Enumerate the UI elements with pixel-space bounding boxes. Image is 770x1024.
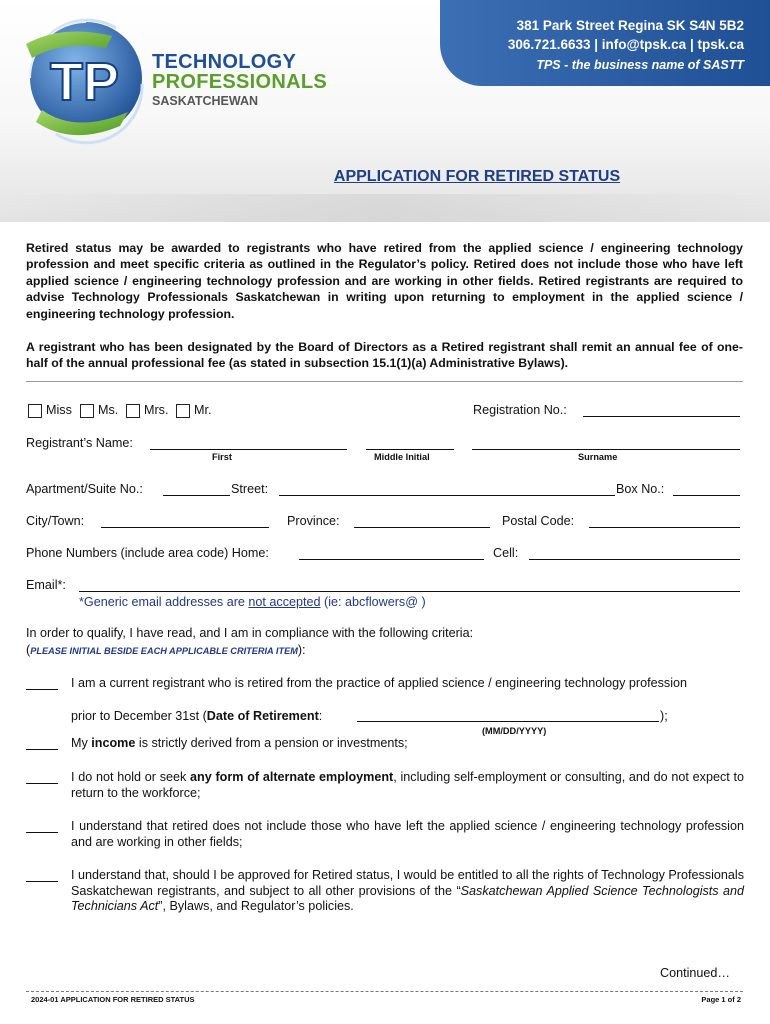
continued-text: Continued… (660, 966, 731, 980)
box-label: Box No.: (616, 482, 665, 496)
criteria-item-1: I am a current registrant who is retired from the practice of applied science / engineering technology profession (71, 676, 688, 690)
criteria-item-2: My income is strictly derived from a pension or investments; (71, 736, 408, 750)
checkbox-miss[interactable] (28, 404, 42, 418)
footer-divider (26, 991, 743, 992)
initial-field-4[interactable] (26, 832, 58, 833)
checkbox-ms[interactable] (80, 404, 94, 418)
city-field[interactable] (101, 527, 269, 528)
email-field[interactable] (79, 591, 740, 592)
surname-field[interactable] (472, 449, 740, 450)
retirement-date-field[interactable] (357, 721, 659, 722)
label-mr: Mr. (194, 403, 212, 417)
first-name-field[interactable] (150, 449, 347, 450)
cell-field[interactable] (529, 559, 740, 560)
registration-no-label: Registration No.: (473, 403, 567, 417)
phone-home-field[interactable] (299, 559, 484, 560)
initial-field-1[interactable] (26, 689, 58, 690)
initial-field-5[interactable] (26, 881, 58, 882)
email-note: *Generic email addresses are not accepted (ie: abcflowers@ ) (79, 595, 426, 609)
phone-home-label: Phone Numbers (include area code) Home: (26, 546, 269, 560)
province-label: Province: (287, 514, 340, 528)
date-format-caption: (MM/DD/YYYY) (482, 726, 547, 736)
apartment-field[interactable] (163, 495, 230, 496)
registration-no-field[interactable] (583, 416, 740, 417)
registrant-name-label: Registrant’s Name: (26, 436, 133, 450)
first-caption: First (212, 452, 232, 462)
postal-code-field[interactable] (589, 527, 740, 528)
postal-code-label: Postal Code: (502, 514, 575, 528)
label-miss: Miss (46, 403, 72, 417)
section-divider (26, 381, 743, 382)
criteria-item-5: I understand that, should I be approved for Retired status, I would be entitled to all the rights of Technology Professionals Saskatchewan registrants, and subject to all other provisions of the “Saskatchewan Applied Science Technologists and Technicians Act”, Bylaws, and Regulator’s policies. (71, 868, 744, 913)
email-label: Email*: (26, 578, 66, 592)
province-field[interactable] (354, 527, 490, 528)
criteria-item-3: I do not hold or seek any form of alternate employment, including self-employment or consulting, and do not expect to return to the workforce; (71, 770, 745, 800)
label-mrs: Mrs. (144, 403, 169, 417)
footer-page-number: Page 1 of 2 (701, 995, 741, 1004)
criteria-intro: In order to qualify, I have read, and I am in compliance with the following criteria: (26, 626, 474, 640)
box-field[interactable] (673, 495, 740, 496)
apartment-label: Apartment/Suite No.: (26, 482, 143, 496)
logo-line-saskatchewan: SASKATCHEWAN (152, 94, 259, 108)
initial-field-2[interactable] (26, 749, 58, 750)
header-tagline: TPS - the business name of SASTT (536, 58, 744, 72)
checkbox-mr[interactable] (176, 404, 190, 418)
initial-field-3[interactable] (26, 783, 58, 784)
criteria-item-1-date-text: prior to December 31st (Date of Retirement: (71, 709, 323, 723)
middle-initial-field[interactable] (366, 449, 454, 450)
checkbox-mrs[interactable] (126, 404, 140, 418)
criteria-item-1-end: ); (660, 709, 668, 723)
street-field[interactable] (279, 495, 615, 496)
criteria-instruction: (PLEASE INITIAL BESIDE EACH APPLICABLE CRITERIA ITEM): (26, 643, 306, 657)
logo-mark-text: TP (50, 52, 120, 112)
tps-logo-mark (16, 14, 148, 146)
intro-paragraph: Retired status may be awarded to registrants who have retired from the applied science / engineering technology profession and meet specific criteria as outlined in the Regulator’s policy. Retired does not include those who have left applied science / engineering technology profession and are working in other fields. Retired registrants are required to advise Technology Professionals Saskatchewan in writing upon returning to employment in the applied science / engineering technology profession. (26, 241, 743, 321)
criteria-item-4: I understand that retired does not include those who have left the applied science / engineering technology profession and are working in other fields; (71, 819, 744, 849)
cell-label: Cell: (493, 546, 519, 560)
middle-initial-caption: Middle Initial (374, 452, 430, 462)
logo-line-technology: TECHNOLOGY (152, 51, 297, 73)
street-label: Street: (231, 482, 269, 496)
header-contact[interactable]: 306.721.6633 | info@tpsk.ca | tpsk.ca (507, 37, 744, 52)
label-ms: Ms. (98, 403, 119, 417)
footer-document-id: 2024-01 APPLICATION FOR RETIRED STATUS (31, 995, 195, 1004)
fee-paragraph: A registrant who has been designated by the Board of Directors as a Retired registrant shall remit an annual fee of one-half of the annual professional fee (as stated in subsection 15.1(1)(a) Administrative Bylaws). (26, 340, 743, 371)
document-title: APPLICATION FOR RETIRED STATUS (333, 168, 621, 185)
city-label: City/Town: (26, 514, 85, 528)
logo-line-professionals: PROFESSIONALS (152, 71, 328, 93)
header-address: 381 Park Street Regina SK S4N 5B2 (516, 18, 744, 33)
surname-caption: Surname (578, 452, 618, 462)
